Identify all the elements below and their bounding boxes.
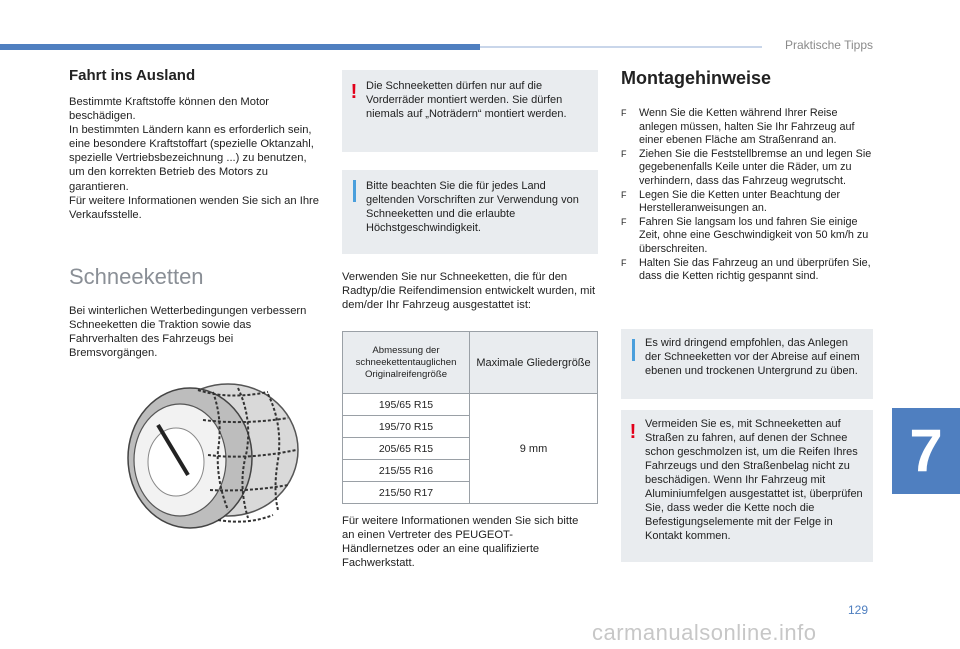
heading-mounting-instructions: Montagehinweise [621, 68, 772, 88]
info-box-practice [621, 329, 873, 399]
info-text: Es wird dringend empfohlen, das Anlegen der Schneeketten vor der Abreise auf einem ebenen und trockenen Untergrund zu üben. [645, 337, 860, 377]
snow-chains-text: Bei winterlichen Wetterbedingungen verbessern Schneeketten die Traktion sowie das Fahrverhalten des Fahrzeugs bei Bremsvorgängen. [69, 304, 307, 360]
warning-box-front-wheels [342, 70, 598, 152]
table-cell-tyre-size: 195/70 R15 [343, 416, 470, 438]
table-cell-tyre-size: 195/65 R15 [343, 394, 470, 416]
table-cell-max-link: 9 mm [470, 394, 598, 504]
list-item: F Halten Sie das Fahrzeug an und überprüfen Sie, dass die Ketten richtig gespannt sind. [621, 256, 871, 283]
header-divider [480, 46, 762, 48]
chain-usage-intro: Verwenden Sie nur Schneeketten, die für den Radtyp/die Reifendimension entwickelt wurden, mit dem/der Ihr Fahrzeug ausgestattet ist: [342, 271, 596, 312]
travel-abroad-text: Bestimmte Kraftstoffe können den Motor beschädigen. In bestimmten Ländern kann es erforderlich sein, eine besondere Kraftstoffart (spezielle Oktanzahl, spezielle Vertriebsbezeichnung ...) zu benutzen, um den korrekten Betrieb des Motors zu garantieren. Für weitere Informationen wenden Sie sich an Ihre Verkaufsstelle. [69, 96, 319, 221]
header-accent-bar [0, 44, 480, 50]
info-box-regulations [342, 170, 598, 254]
warning-box-melted-snow [621, 410, 873, 562]
warning-text: Die Schneeketten dürfen nur auf die Vorderräder montiert werden. Sie dürfen niemals auf „Noträdern“ montiert werden. [366, 80, 567, 120]
tyre-size-table [342, 331, 598, 504]
table-cell-tyre-size: 215/50 R17 [343, 482, 470, 504]
bullet-icon: F [621, 257, 627, 268]
left-column [69, 67, 319, 360]
list-item: F Wenn Sie die Ketten während Ihrer Reise anlegen müssen, halten Sie Ihr Fahrzeug auf einer ebenen Fläche am Straßenrand an. [621, 107, 855, 147]
bullet-icon: F [621, 148, 627, 159]
info-icon [353, 180, 356, 202]
watermark: carmanualsonline.info [592, 620, 817, 645]
warning-icon: ! [350, 81, 358, 103]
info-text: Bitte beachten Sie die für jedes Land geltenden Vorschriften zur Verwendung von Schneeketten und die erlaubte Höchstgeschwindigkeit. [366, 180, 579, 234]
table-cell-tyre-size: 215/55 R16 [343, 460, 470, 482]
chapter-tab: 7 [892, 408, 960, 494]
table-header-max-link: Maximale Gliedergröße [470, 332, 598, 394]
dealer-info-text: Für weitere Informationen wenden Sie sich bitte an einen Vertreter des PEUGEOT-Händlernetzes oder an eine qualifizierte Fachwerkstatt. [342, 515, 579, 570]
warning-text: Vermeiden Sie es, mit Schneeketten auf Straßen zu fahren, auf denen der Schnee schon geschmolzen ist, um die Reifen Ihres Fahrzeugs und den Straßenbelag nicht zu beschädigen. Wenn Ihr Fahrzeug mit Aluminiumfelgen ausgestattet ist, überprüfen Sie, dass weder die Kette noch die Befestigungselemente mit der Felge in Kontakt kommen. [645, 418, 863, 542]
bullet-icon: F [621, 108, 627, 118]
list-item: F Ziehen Sie die Feststellbremse an und legen Sie gegebenenfalls Keile unter die Räder, um zu verhindern, dass das Fahrzeug wegrutscht. [621, 147, 872, 187]
heading-snow-chains: Schneeketten [69, 263, 204, 289]
heading-travel-abroad: Fahrt ins Ausland [69, 67, 196, 84]
mounting-steps-list [621, 107, 873, 284]
right-column [621, 67, 873, 284]
table-header-tyre-size: Abmessung der schneekettentauglichen Originalreifengröße [343, 332, 470, 394]
table-cell-tyre-size: 205/65 R15 [343, 438, 470, 460]
bullet-icon: F [621, 189, 627, 200]
section-title: Praktische Tipps [784, 38, 873, 52]
list-item: F Legen Sie die Ketten unter Beachtung der Herstelleranweisungen an. [621, 188, 841, 215]
tyre-with-snow-chains-illustration [118, 380, 300, 530]
info-icon [632, 339, 635, 361]
list-item: F Fahren Sie langsam los und fahren Sie einige Zeit, ohne eine Geschwindigkeit von 50 km/h zu überschreiten. [621, 215, 869, 255]
warning-icon: ! [629, 421, 637, 443]
bullet-icon: F [621, 216, 627, 227]
page-number: 129 [847, 603, 868, 617]
